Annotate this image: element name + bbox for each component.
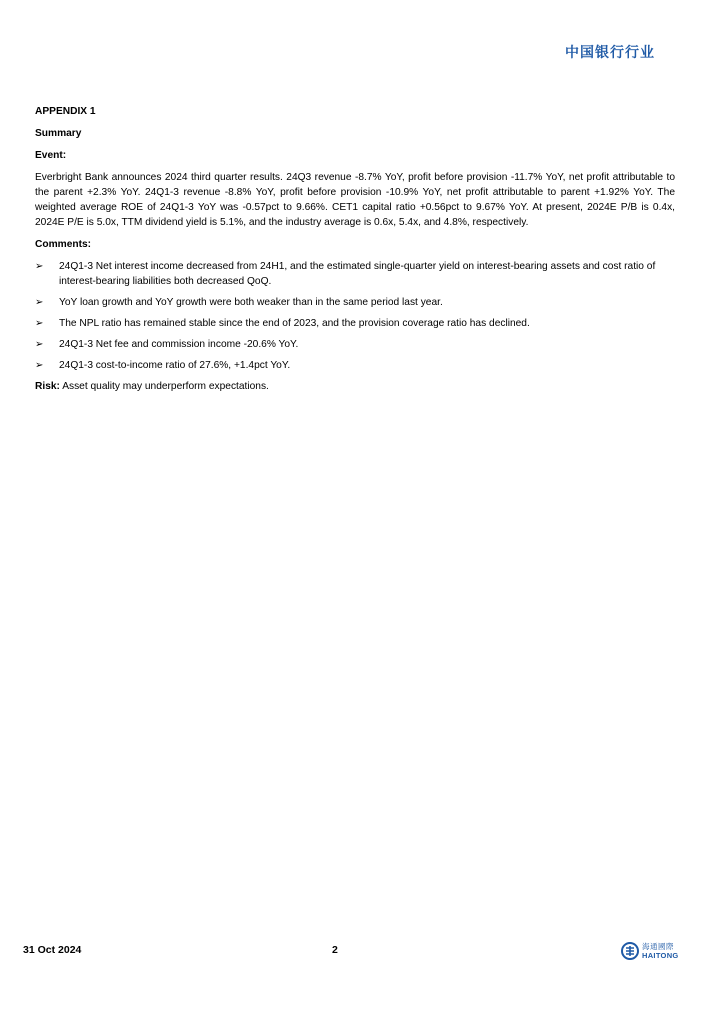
logo-text xyxy=(642,942,679,960)
comment-text: The NPL ratio has remained stable since the end of 2023, and the provision coverage ratio has declined. xyxy=(59,318,530,329)
report-content xyxy=(35,104,675,394)
footer-date: 31 Oct 2024 xyxy=(23,944,82,956)
comments-list xyxy=(35,259,675,373)
arrow-bullet-icon: ➢ xyxy=(35,318,44,329)
comment-text: YoY loan growth and YoY growth were both weaker than in the same period last year. xyxy=(59,297,443,308)
summary-heading: Summary xyxy=(35,128,82,139)
logo-en: HAITONG xyxy=(642,951,679,960)
event-paragraph: Everbright Bank announces 2024 third quarter results. 24Q3 revenue -8.7% YoY, profit before provision -11.7% YoY, net profit attributable to the parent +2.3% YoY. 24Q1-3 revenue -8.8% YoY, profit before provision -10.9% YoY, net profit attributable to parent +1.92% YoY. The weighted average ROE of 24Q1-3 YoY was -0.57pct to 9.66%. CET1 capital ratio +0.56pct to 9.67% YoY. At present, 2024E P/B is 0.4x, 2024E P/E is 5.0x, TTM dividend yield is 5.1%, and the industry average is 0.6x, 5.4x, and 4.8%, respectively. xyxy=(35,172,675,228)
appendix-label: APPENDIX 1 xyxy=(35,106,96,117)
comment-text: 24Q1-3 cost-to-income ratio of 27.6%, +1.4pct YoY. xyxy=(59,360,291,371)
comment-item xyxy=(35,337,675,352)
comment-item xyxy=(35,358,675,373)
comments-heading: Comments: xyxy=(35,239,92,250)
arrow-bullet-icon: ➢ xyxy=(35,261,44,272)
risk-line xyxy=(35,379,675,394)
comment-text: 24Q1-3 Net fee and commission income -20.6% YoY. xyxy=(59,339,299,350)
haitong-logo-icon xyxy=(621,942,639,960)
event-heading: Event: xyxy=(35,150,67,161)
comment-item xyxy=(35,295,675,310)
comment-item xyxy=(35,259,675,289)
arrow-bullet-icon: ➢ xyxy=(35,339,44,350)
logo-cn: 海通國際 xyxy=(642,942,674,951)
arrow-bullet-icon: ➢ xyxy=(35,297,44,308)
haitong-logo xyxy=(621,942,679,960)
page-number: 2 xyxy=(332,944,338,956)
page-header-title: 中国银行行业 xyxy=(565,45,655,61)
risk-label: Risk: xyxy=(35,381,60,392)
comment-item xyxy=(35,316,675,331)
comment-text: 24Q1-3 Net interest income decreased from 24H1, and the estimated single-quarter yield on interest-bearing assets and cost ratio of interest-bearing liabilities both decreased QoQ. xyxy=(59,261,656,287)
risk-text: Asset quality may underperform expectations. xyxy=(62,381,269,392)
arrow-bullet-icon: ➢ xyxy=(35,360,44,371)
